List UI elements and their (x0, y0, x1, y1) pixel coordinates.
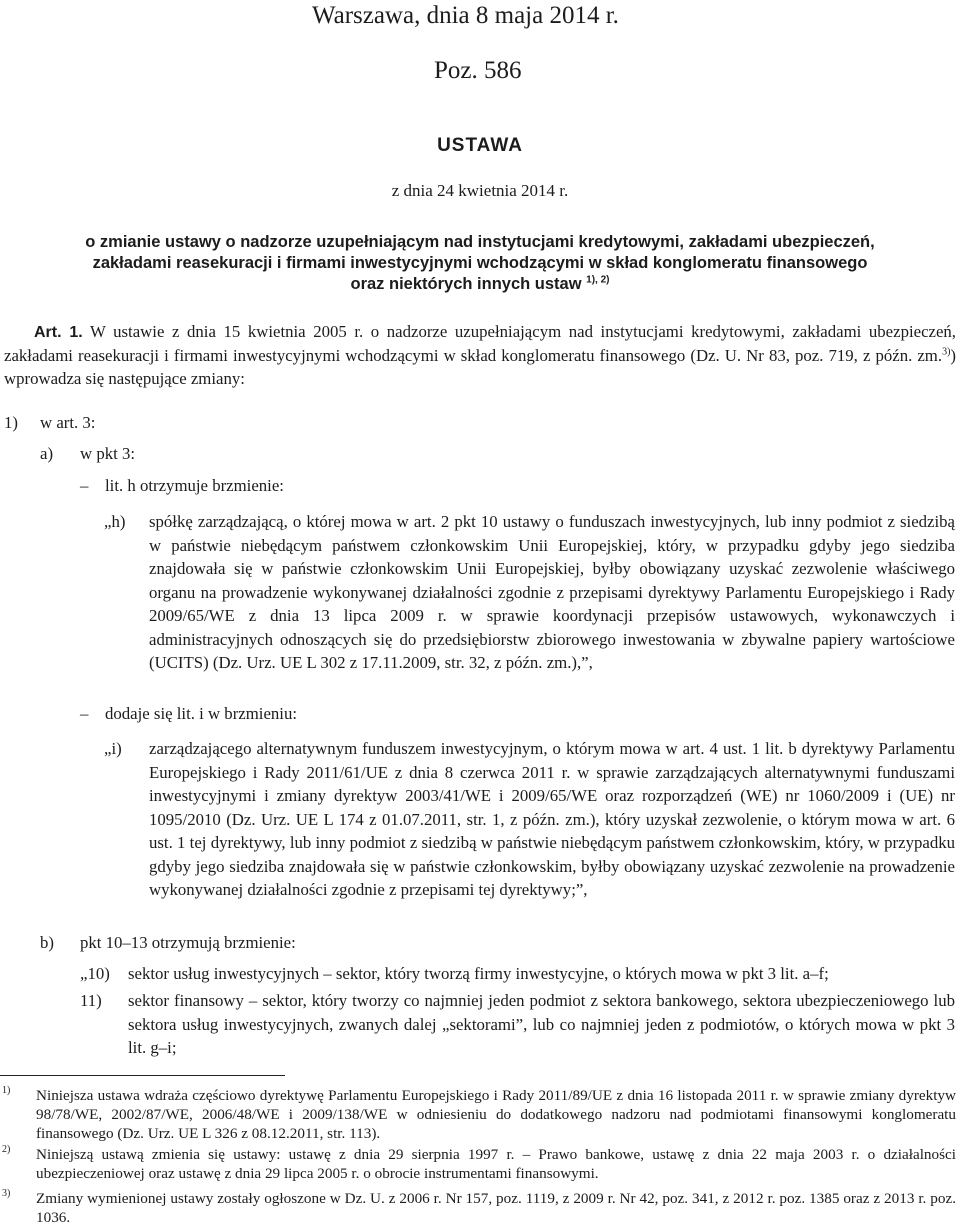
article-1 (4, 320, 956, 391)
position-number: Poz. 586 (434, 57, 522, 84)
footnote-1-number: 1) (2, 1085, 11, 1096)
dash-1: – (80, 476, 89, 495)
point-11-text: sektor finansowy – sektor, który tworzy co najmniej jeden podmiot z sektora bankowego, sektora ubezpieczeniowego lub sektora usług inwestycyjnych, zwanych dalej „sektorami”, lub co najmniej jeden z podmiotów, o których mowa w pkt 3 lit. g–i; (128, 991, 955, 1057)
point-11-number: 11) (80, 991, 102, 1010)
footnote-3-number: 3) (2, 1188, 11, 1199)
letter-i-number: „i) (104, 739, 122, 758)
act-title (20, 232, 940, 295)
article-1-text-a: W ustawie z dnia 15 kwietnia 2005 r. o nadzorze uzupełniającym nad instytucjami kredytowymi, zakładami ubezpieczeń, zakładami reasekuracji i firmami inwestycyjnymi wchodzącymi w skład konglomeratu finansowego (Dz. U. Nr 83, poz. 719, z późn. zm. (4, 322, 957, 365)
act-title-line-1: o zmianie ustawy o nadzorze uzupełniającym nad instytucjami kredytowymi, zakładami ubezpieczeń, (85, 233, 875, 251)
point-10-number: „10) (80, 964, 110, 983)
letter-a-number: a) (40, 444, 54, 463)
letter-b-text: pkt 10–13 otrzymują brzmienie: (80, 933, 296, 952)
footnote-separator (0, 1075, 285, 1076)
footnote-1-text: Niniejsza ustawa wdraża częściowo dyrektywę Parlamentu Europejskiego i Rady 2011/89/UE z dnia 16 listopada 2011 r. w sprawie zmiany dyrektyw 98/78/WE, 2002/87/WE, 2006/48/WE i 2009/138/WE w odniesieniu do dodatkowego nadzoru nad podmiotami finansowymi konglomeratu finansowego (Dz. Urz. UE L 326 z 08.12.2011, str. 113). (36, 1087, 956, 1142)
place-date: Warszawa, dnia 8 maja 2014 r. (312, 2, 619, 29)
footnote-2-text: Niniejszą ustawą zmienia się ustawy: ustawę z dnia 29 sierpnia 1997 r. – Prawo bankowe, ustawę z dnia 22 maja 2003 r. o działalności ubezpieczeniowej oraz ustawę z dnia 29 lipca 2005 r. o obrocie instrumentami finansowymi. (36, 1146, 956, 1182)
dash-2: – (80, 704, 89, 723)
dash-2-text: dodaje się lit. i w brzmieniu: (105, 704, 298, 723)
article-1-text-b: ) wprowadza się następujące zmiany: (4, 345, 956, 388)
act-title-footnote-ref: 1), 2) (586, 274, 610, 286)
point-1-number: 1) (4, 413, 18, 432)
letter-b-number: b) (40, 933, 54, 952)
point-1-text: w art. 3: (40, 413, 96, 432)
act-type: USTAWA (437, 135, 523, 156)
footnote-3-text: Zmiany wymienionej ustawy zostały ogłoszone w Dz. U. z 2006 r. Nr 157, poz. 1119, z 2009 r. Nr 42, poz. 341, z 2012 r. poz. 1385 oraz z 2013 r. poz. 1036. (36, 1190, 956, 1226)
act-date: z dnia 24 kwietnia 2014 r. (391, 181, 569, 200)
dash-1-text: lit. h otrzymuje brzmienie: (105, 476, 284, 495)
letter-a-text: w pkt 3: (80, 444, 136, 463)
letter-h-number: „h) (104, 512, 126, 531)
footnote-2-number: 2) (2, 1144, 11, 1155)
letter-i-text: zarządzającego alternatywnym funduszem inwestycyjnym, o którym mowa w art. 4 ust. 1 lit. b dyrektywy Parlamentu Europejskiego i Rady 2011/61/UE z dnia 8 czerwca 2011 r. w sprawie zarządzających alternatywnymi funduszami inwestycyjnymi i zmiany dyrektyw 2003/41/WE i 2009/65/WE oraz rozporządzeń (WE) nr 1060/2009 i (UE) nr 1095/2010 (Dz. Urz. UE L 174 z 01.07.2011, str. 1, z późn. zm.), który uzyskał zezwolenie, o którym mowa w art. 6 ust. 1 tej dyrektywy, lub inny podmiot z siedzibą w państwie niebędącym państwem członkowskim, który, w przypadku gdyby jego siedziba znajdowała się w państwie członkowskim, byłby obowiązany uzyskać zezwolenie na prowadzenie wykonywanej działalności zgodnie z przepisami tej dyrektywy;”, (149, 739, 955, 899)
act-title-line-2: zakładami reasekuracji i firmami inwestycyjnymi wchodzącymi w skład konglomeratu finansowego (92, 254, 868, 272)
article-1-footnote-ref: 3) (942, 345, 951, 357)
act-title-line-3-text: oraz niektórych innych ustaw (350, 275, 582, 293)
letter-h-text: spółkę zarządzającą, o której mowa w art. 2 pkt 10 ustawy o funduszach inwestycyjnych, lub inny podmiot z siedzibą w państwie niebędącym państwem członkowskim Unii Europejskiej, który, w przypadku gdyby jego siedziba znajdowała się w państwie członkowskim Unii Europejskiej, byłby obowiązany uzyskać zezwolenie właściwego organu na prowadzenie wykonywanej działalności zgodnie z przepisami dyrektywy Parlamentu Europejskiego i Rady 2009/65/WE z dnia 13 lipca 2009 r. w sprawie koordynacji przepisów ustawowych, wykonawczych i administracyjnych odnoszących się do przedsiębiorstw zbiorowego inwestowania w zbywalne papiery wartościowe (UCITS) (Dz. Urz. UE L 302 z 17.11.2009, str. 32, z późn. zm.),”, (149, 512, 955, 672)
point-10-text: sektor usług inwestycyjnych – sektor, który tworzą firmy inwestycyjne, o których mowa w pkt 3 lit. a–f; (128, 964, 829, 983)
act-title-line-3 (20, 274, 940, 295)
article-1-label: Art. 1. (34, 324, 83, 341)
